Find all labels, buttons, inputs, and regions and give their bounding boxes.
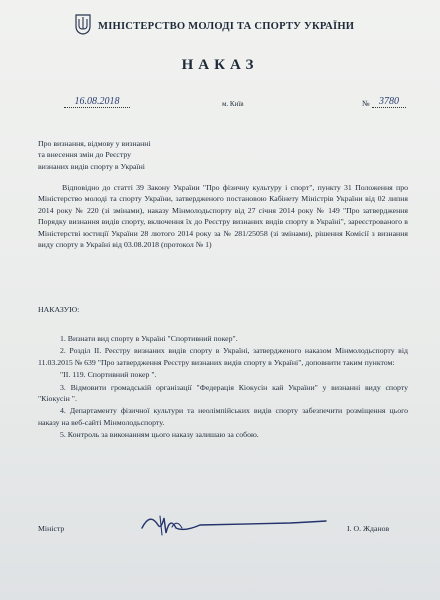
order-date: 16.08.2018 <box>64 96 130 108</box>
order-city: м. Київ <box>222 100 244 108</box>
order-item-insert: "ІІ. 119. Спортивний покер ". <box>60 370 157 380</box>
number-sign: № <box>362 99 370 108</box>
handwritten-signature <box>130 508 330 538</box>
document-title: НАКАЗ <box>181 57 259 73</box>
signer-title: Міністр <box>38 524 65 533</box>
order-item: 2. Розділ ІІ. Реєстру визнаних видів спорту в Україні, затвердженого наказом Мінмолодьспорту від 11.03.2015 № 639 "Про затвердження Реєстру визнаних видів спорту в Україні", доповнити таким пунктом: <box>38 346 408 367</box>
trident-emblem-icon <box>74 13 92 35</box>
order-items <box>38 333 408 442</box>
order-item: 5. Контроль за виконанням цього наказу залишаю за собою. <box>60 430 259 440</box>
order-subject <box>38 138 238 172</box>
subject-line: Про визнання, відмову у визнанні <box>38 139 151 148</box>
order-item: 1. Визнати вид спорту в Україні "Спортивний покер". <box>60 334 238 343</box>
order-number: 3780 <box>372 96 406 108</box>
nakazuyu-heading: НАКАЗУЮ: <box>38 305 80 314</box>
order-item: 3. Відмовити громадській організації "Федерація Кіокусін кай України" у визнанні виду спорту "Кіокусін ". <box>38 382 408 404</box>
order-item: 4. Департаменту фізичної культури та неолімпійських видів спорту забезпечити розміщення цього наказу на веб-сайті Мінмолодьспорту. <box>38 406 408 427</box>
subject-line: та внесення змін до Реєстру <box>38 150 132 160</box>
signer-name: І. О. Жданов <box>347 524 390 533</box>
preamble-paragraph: Відповідно до статті 39 Закону України "Про фізичну культуру і спорт", пункту 31 Положення про Міністерство молоді та спорту України, затвердженого постановою Кабінету Міністрів України від 02 липня 2014 року № 220 (зі змінами), наказу Мінмолодьспорту від 27 січня 2014 року № 149 "Про затвердження Порядку визнання видів спорту, включення їх до Реєстру визнаних видів спорту в Україні", зареєстрованого в Міністерстві юстиції України 28 лютого 2014 року за № 281/25058 (зі змінами), рішення Комісії з визнання виду спорту в Україні від 03.08.2018 (протокол № 1) <box>38 183 408 250</box>
subject-line: визнаних видів спорту в Україні <box>38 161 145 171</box>
ministry-name: МІНІСТЕРСТВО МОЛОДІ ТА СПОРТУ УКРАЇНИ <box>98 21 355 32</box>
